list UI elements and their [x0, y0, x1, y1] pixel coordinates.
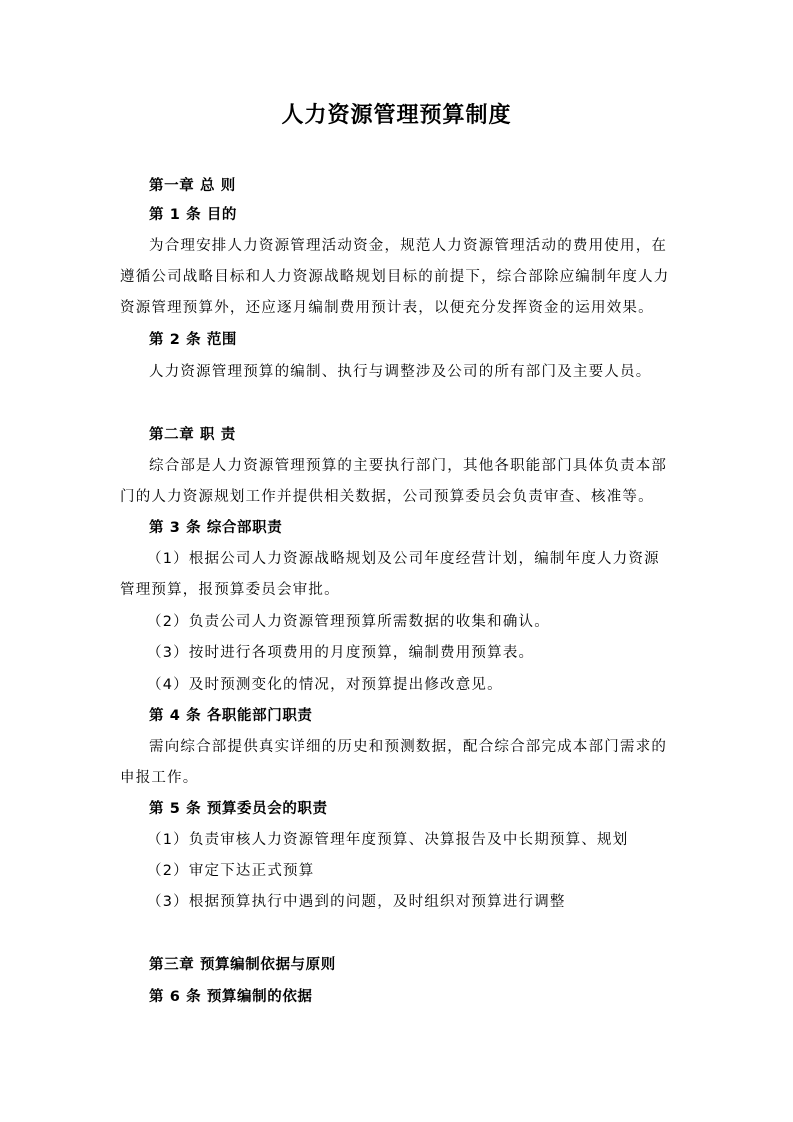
- article-heading: 第 5 条 预算委员会的职责: [149, 801, 328, 817]
- article-heading: 第 6 条 预算编制的依据: [149, 989, 313, 1005]
- list-item: （3）根据预算执行中遇到的问题，及时组织对预算进行调整: [147, 894, 566, 910]
- chapter-heading: 第一章 总 则: [149, 178, 236, 194]
- paragraph-line: 综合部是人力资源管理预算的主要执行部门，其他各职能部门具体负责本部: [149, 458, 668, 474]
- paragraph-line: 遵循公司战略目标和人力资源战略规划目标的前提下，综合部除应编制年度人力: [120, 269, 670, 285]
- paragraph-line: 为合理安排人力资源管理活动资金，规范人力资源管理活动的费用使用，在: [149, 238, 668, 254]
- list-item: （4）及时预测变化的情况，对预算提出修改意见。: [147, 677, 503, 693]
- list-item: （2）负责公司人力资源管理预算所需数据的收集和确认。: [147, 614, 550, 630]
- list-item: （2）审定下达正式预算: [147, 863, 315, 879]
- list-item: （1）根据公司人力资源战略规划及公司年度经营计划，编制年度人力资源: [147, 551, 660, 567]
- article-heading: 第 1 条 目的: [149, 207, 238, 223]
- paragraph-line: 门的人力资源规划工作并提供相关数据，公司预算委员会负责审查、核准等。: [120, 489, 654, 505]
- chapter-heading: 第三章 预算编制依据与原则: [149, 957, 336, 973]
- list-item: （3）按时进行各项费用的月度预算，编制费用预算表。: [147, 645, 535, 661]
- article-heading: 第 3 条 综合部职责: [149, 520, 283, 536]
- paragraph-line: 管理预算，报预算委员会审批。: [120, 582, 340, 598]
- document-title: 人力资源管理预算制度: [281, 103, 512, 128]
- article-heading: 第 4 条 各职能部门职责: [149, 708, 313, 724]
- list-item: （1）负责审核人力资源管理年度预算、决算报告及中长期预算、规划: [147, 832, 629, 848]
- paragraph-line: 申报工作。: [120, 770, 199, 786]
- paragraph-line: 人力资源管理预算的编制、执行与调整涉及公司的所有部门及主要人员。: [149, 364, 652, 380]
- paragraph-line: 需向综合部提供真实详细的历史和预测数据，配合综合部完成本部门需求的: [149, 739, 668, 755]
- chapter-heading: 第二章 职 责: [149, 427, 236, 443]
- article-heading: 第 2 条 范围: [149, 332, 238, 348]
- paragraph-line: 资源管理预算外，还应逐月编制费用预计表，以便充分发挥资金的运用效果。: [120, 300, 654, 316]
